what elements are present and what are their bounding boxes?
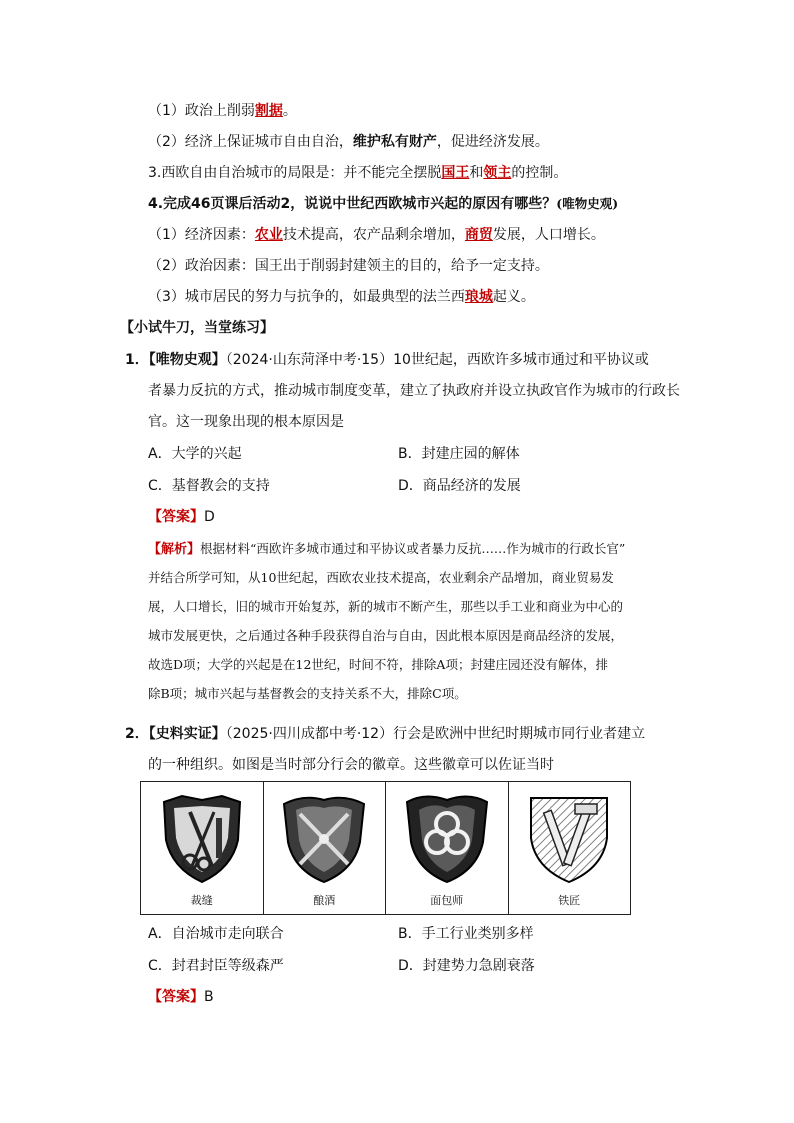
q2-option-b: B．手工行业类别多样 <box>398 926 534 942</box>
note-line-6: （2）政治因素：国王出于削弱封建领主的目的，给予一定支持。 <box>148 258 549 274</box>
note-line-4: 4.完成46页课后活动2，说说中世纪西欧城市兴起的原因有哪些？(唯物史观) <box>148 196 619 212</box>
q1-line-3: 官。这一现象出现的根本原因是 <box>148 414 344 430</box>
q2-option-a: A．自治城市走向联合 <box>148 926 284 942</box>
q2-answer: 【答案】B <box>148 989 214 1005</box>
badge-tailor <box>141 782 264 914</box>
q2-line-1: 2．【史料实证】（2025·四川成都中考·12）行会是欧洲中世纪时期城市同行业者建立 <box>125 726 646 742</box>
blacksmith-shield-icon <box>519 788 619 886</box>
badge-caption: 铁匠 <box>558 894 581 907</box>
highlight-term: 国王 <box>441 165 470 181</box>
baker-shield-icon <box>397 788 497 886</box>
q1-line-2: 者暴力反抗的方式，推动城市制度变革，建立了执政府并设立执政官作为城市的行政长 <box>148 383 680 399</box>
q2-line-2: 的一种组织。如图是当时部分行会的徽章。这些徽章可以佐证当时 <box>148 757 554 773</box>
q1-analysis-line-3: 展，人口增长，旧的城市开始复苏，新的城市不断产生，那些以手工业和商业为中心的 <box>148 599 624 614</box>
note-line-5: （1）经济因素：农业技术提高，农产品剩余增加，商贸发展，人口增长。 <box>148 227 605 243</box>
q1-analysis-line-1: 【解析】根据材料“西欧许多城市通过和平协议或者暴力反抗……作为城市的行政长官” <box>148 541 626 557</box>
tailor-shield-icon <box>152 788 252 886</box>
q1-tag: 【唯物史观】 <box>148 352 226 368</box>
highlight-term: 农业 <box>254 227 283 243</box>
q1-analysis-line-2: 并结合所学可知，从10世纪起，西欧农业技术提高，农业剩余产品增加，商业贸易发 <box>148 570 614 585</box>
q1-option-b: B．封建庄园的解体 <box>398 446 520 462</box>
q2-option-d: D．封建势力急剧衰落 <box>398 958 535 974</box>
note-line-1: （1）政治上削弱割据。 <box>148 103 297 119</box>
section-title: 【小试牛刀，当堂练习】 <box>120 320 274 336</box>
badge-caption: 面包师 <box>430 894 464 907</box>
q1-analysis-line-6: 除B项；城市兴起与基督教会的支持关系不大，排除C项。 <box>148 686 467 701</box>
q1-answer: 【答案】D <box>148 509 215 525</box>
badge-blacksmith <box>509 782 631 914</box>
badge-brewer <box>264 782 387 914</box>
note-line-7: （3）城市居民的努力与抗争的，如最典型的法兰西琅城起义。 <box>148 289 535 305</box>
note-line-2: （2）经济上保证城市自由自治，维护私有财产，促进经济发展。 <box>148 134 549 150</box>
q2-tag: 【史料实证】 <box>148 726 226 742</box>
brewer-shield-icon <box>274 788 374 886</box>
q1-analysis-line-5: 故选D项；大学的兴起是在12世纪，时间不符，排除A项；封建庄园还没有解体，排 <box>148 657 608 672</box>
highlight-term: 领主 <box>483 165 512 181</box>
highlight-term: 琅城 <box>464 289 493 305</box>
highlight-term: 商贸 <box>464 227 493 243</box>
q1-analysis-line-4: 城市发展更快，之后通过各种手段获得自治与自由，因此根本原因是商品经济的发展， <box>148 628 624 643</box>
badge-baker <box>386 782 509 914</box>
q1-line-1: 1．【唯物史观】（2024·山东菏泽中考·15）10世纪起，西欧许多城市通过和平协议或 <box>125 352 649 368</box>
q1-option-d: D．商品经济的发展 <box>398 478 521 494</box>
badge-caption: 酿酒 <box>313 894 336 907</box>
note-line-3: 3.西欧自由自治城市的局限是：并不能完全摆脱国王和领主的控制。 <box>148 165 568 181</box>
q2-option-c: C．封君封臣等级森严 <box>148 958 284 974</box>
q1-option-c: C．基督教会的支持 <box>148 478 270 494</box>
highlight-term: 割据 <box>254 103 283 119</box>
q1-option-a: A．大学的兴起 <box>148 446 242 462</box>
badge-caption: 裁缝 <box>190 894 213 907</box>
guild-badges-figure <box>140 781 631 915</box>
